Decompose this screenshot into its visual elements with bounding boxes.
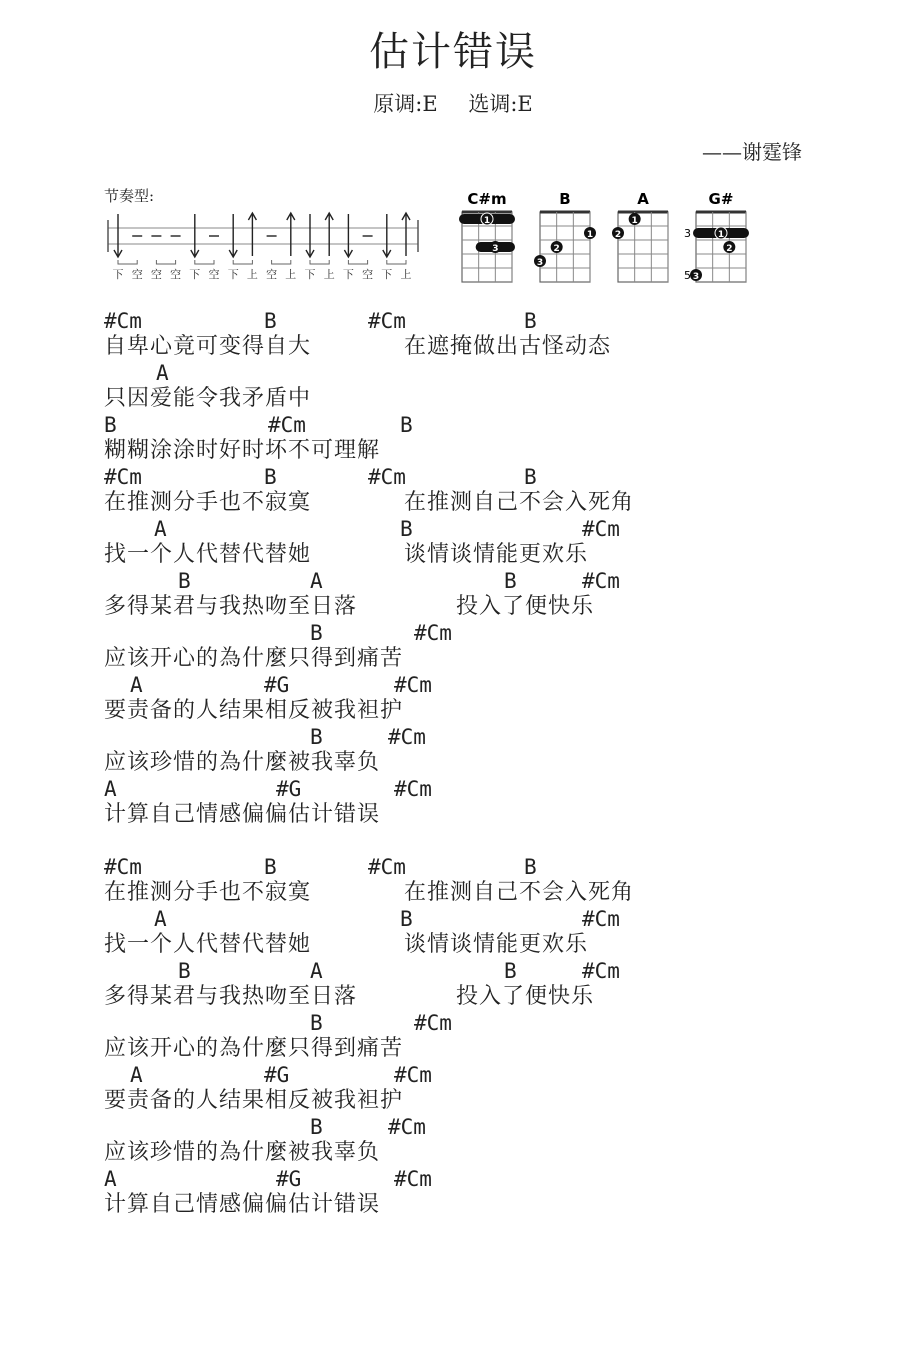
chord-symbol: B (400, 907, 413, 931)
chord-symbol: B (524, 465, 537, 489)
lyric-text: 在推测分手也不寂寞 (104, 490, 312, 515)
beat-bracket (272, 260, 291, 264)
strum-label: 空 (362, 268, 374, 281)
chord-symbol: #Cm (104, 309, 142, 333)
lyric-line (104, 542, 824, 568)
lyric-line (104, 698, 824, 724)
chord-line (104, 1062, 824, 1088)
chord-symbol: #Cm (104, 855, 142, 879)
chord-symbol: #Cm (582, 907, 620, 931)
lyric-text: 应该珍惜的為什麼被我辜负 (104, 1140, 381, 1165)
lyric-line (104, 646, 824, 672)
lyric-text: 谈情谈情能更欢乐 (404, 542, 589, 567)
lyric-line (104, 1192, 824, 1218)
strum-label: 下 (189, 268, 201, 281)
chord-line (104, 1166, 824, 1192)
chord-name: A (637, 190, 649, 208)
ukulele-chord-diagrams (452, 190, 792, 290)
chord-line (104, 906, 824, 932)
finger-number: 3 (536, 258, 544, 268)
strum-label: 上 (323, 268, 335, 281)
finger-number: 2 (553, 244, 560, 254)
lyric-text: 投入了便快乐 (456, 984, 595, 1009)
lyric-text: 在遮掩做出古怪动态 (404, 334, 612, 359)
lyric-text: 在推测分手也不寂寞 (104, 880, 312, 905)
lyric-line (104, 984, 824, 1010)
finger-number: 3 (492, 244, 499, 254)
strum-label: 上 (400, 268, 412, 281)
song-title: 估计错误 (369, 29, 537, 75)
lyric-line (104, 594, 824, 620)
rhythm-label: 节奏型: (104, 187, 155, 205)
chord-symbol: #Cm (414, 1011, 452, 1035)
chord-symbol: B (310, 1115, 323, 1139)
chord-symbol: #Cm (388, 725, 426, 749)
lyric-line (104, 438, 824, 464)
chord-symbol: #Cm (388, 1115, 426, 1139)
chord-symbol: #Cm (582, 517, 620, 541)
beat-bracket (348, 260, 367, 264)
lyric-text: 计算自己情感偏偏估计错误 (104, 802, 381, 827)
chord-line (104, 958, 824, 984)
lyric-text: 谈情谈情能更欢乐 (404, 932, 589, 957)
chord-symbol: #Cm (368, 855, 406, 879)
chord-symbol: B (504, 569, 517, 593)
finger-number: 2 (726, 244, 733, 254)
chord-line (104, 620, 824, 646)
chord-line (104, 308, 824, 334)
chord-symbol: #G (276, 777, 302, 801)
lyric-text: 要责备的人结果相反被我袒护 (104, 698, 404, 723)
chord-symbol: #G (264, 1063, 290, 1087)
lyric-line (104, 932, 824, 958)
chord-symbol: B (524, 855, 537, 879)
strum-label: 下 (227, 268, 239, 281)
lyric-text: 应该开心的為什麼只得到痛苦 (104, 646, 404, 671)
strum-pattern-diagram (104, 206, 424, 282)
chord-line (104, 724, 824, 750)
original-key: 原调:E (373, 92, 438, 116)
lyric-text: 多得某君与我热吻至日落 (104, 594, 358, 619)
chord-symbol: B (264, 465, 277, 489)
chord-line (104, 776, 824, 802)
finger-number: 3 (692, 272, 700, 282)
lyric-line (104, 386, 824, 412)
chord-symbol: B (504, 959, 517, 983)
lyric-line (104, 490, 824, 516)
lyric-line (104, 1088, 824, 1114)
chord-symbol: B (264, 855, 277, 879)
lyric-text: 只因爱能令我矛盾中 (104, 386, 312, 411)
chosen-key: 选调:E (468, 92, 533, 116)
strum-label: 上 (285, 268, 297, 281)
strum-label: 下 (304, 268, 316, 281)
chord-symbol: B (400, 413, 413, 437)
chord-symbol: #Cm (582, 569, 620, 593)
chord-line (104, 568, 824, 594)
chord-symbol: B (178, 569, 191, 593)
chord-symbol: A (154, 907, 167, 931)
chord-symbol: A (104, 777, 117, 801)
lyric-text: 找一个人代替代替她 (104, 542, 312, 567)
strum-label: 空 (208, 268, 220, 281)
fretboard (696, 212, 746, 282)
key-info (0, 88, 906, 118)
lyric-text: 在推测自己不会入死角 (404, 490, 635, 515)
finger-number: 1 (483, 216, 491, 226)
strum-label: 下 (342, 268, 354, 281)
chord-symbol: #Cm (394, 1167, 432, 1191)
chord-symbol: B (178, 959, 191, 983)
chord-symbol: A (104, 1167, 117, 1191)
lyric-line (104, 880, 824, 906)
lyric-text: 应该珍惜的為什麼被我辜负 (104, 750, 381, 775)
finger-number: 1 (631, 216, 638, 226)
stanza-gap (104, 828, 824, 854)
lyric-text: 自卑心竟可变得自大 (104, 334, 312, 359)
lyric-text: 糊糊涂涂时好时坏不可理解 (104, 438, 381, 463)
chord-line (104, 854, 824, 880)
finger-number: 2 (614, 230, 622, 240)
lyric-text: 在推测自己不会入死角 (404, 880, 635, 905)
chord-line (104, 516, 824, 542)
lyric-text: 应该开心的為什麼只得到痛苦 (104, 1036, 404, 1061)
chord-symbol: #Cm (394, 1063, 432, 1087)
chord-line (104, 1114, 824, 1140)
lyric-text: 要责备的人结果相反被我袒护 (104, 1088, 404, 1113)
chord-symbol: B (400, 517, 413, 541)
finger-number: 1 (717, 230, 725, 240)
lyrics-sheet (104, 308, 824, 1218)
strum-label: 空 (170, 268, 182, 281)
chord-symbol: B (104, 413, 117, 437)
chord-symbol: #Cm (414, 621, 452, 645)
strum-label: 空 (150, 268, 162, 281)
chord-line (104, 360, 824, 386)
lyric-line (104, 802, 824, 828)
chord-symbol: A (310, 959, 323, 983)
chord-symbol: B (524, 309, 537, 333)
lyric-text: 计算自己情感偏偏估计错误 (104, 1192, 381, 1217)
chord-line (104, 672, 824, 698)
chord-symbol: #Cm (582, 959, 620, 983)
lyric-text: 多得某君与我热吻至日落 (104, 984, 358, 1009)
strum-label: 空 (131, 268, 143, 281)
chord-name: G# (708, 190, 734, 208)
chord-symbol: B (310, 1011, 323, 1035)
chord-symbol: #Cm (394, 777, 432, 801)
lyric-line (104, 1140, 824, 1166)
fret-position-label: 3 (684, 227, 691, 240)
beat-bracket (310, 260, 329, 264)
finger-number: 1 (586, 230, 594, 240)
lyric-line (104, 750, 824, 776)
chord-line (104, 1010, 824, 1036)
chord-symbol: #G (276, 1167, 302, 1191)
strum-label: 下 (381, 268, 393, 281)
chord-symbol: #Cm (268, 413, 306, 437)
artist-credit: ——谢霆锋 (702, 140, 802, 164)
chord-symbol: A (154, 517, 167, 541)
chord-symbol: #G (264, 673, 290, 697)
beat-bracket (233, 260, 252, 264)
chord-symbol: #Cm (368, 309, 406, 333)
chord-symbol: A (310, 569, 323, 593)
chord-symbol: B (310, 725, 323, 749)
fretboard (540, 212, 590, 282)
chord-symbol: A (130, 1063, 143, 1087)
fret-position-label: 5 (684, 269, 691, 282)
chord-name: C#m (467, 190, 507, 208)
strum-label: 下 (112, 268, 124, 281)
chord-symbol: B (264, 309, 277, 333)
beat-bracket (118, 260, 137, 264)
strum-label: 上 (246, 268, 258, 281)
beat-bracket (387, 260, 406, 264)
strum-label: 空 (266, 268, 278, 281)
chord-symbol: A (156, 361, 169, 385)
chord-name: B (559, 190, 571, 208)
fretboard (618, 212, 668, 282)
chord-symbol: #Cm (368, 465, 406, 489)
chord-symbol: A (130, 673, 143, 697)
chord-symbol: B (310, 621, 323, 645)
lyric-line (104, 334, 824, 360)
chord-line (104, 464, 824, 490)
chord-symbol: #Cm (394, 673, 432, 697)
beat-bracket (156, 260, 175, 264)
lyric-text: 找一个人代替代替她 (104, 932, 312, 957)
chord-symbol: #Cm (104, 465, 142, 489)
lyric-line (104, 1036, 824, 1062)
lyric-text: 投入了便快乐 (456, 594, 595, 619)
chord-line (104, 412, 824, 438)
beat-bracket (195, 260, 214, 264)
